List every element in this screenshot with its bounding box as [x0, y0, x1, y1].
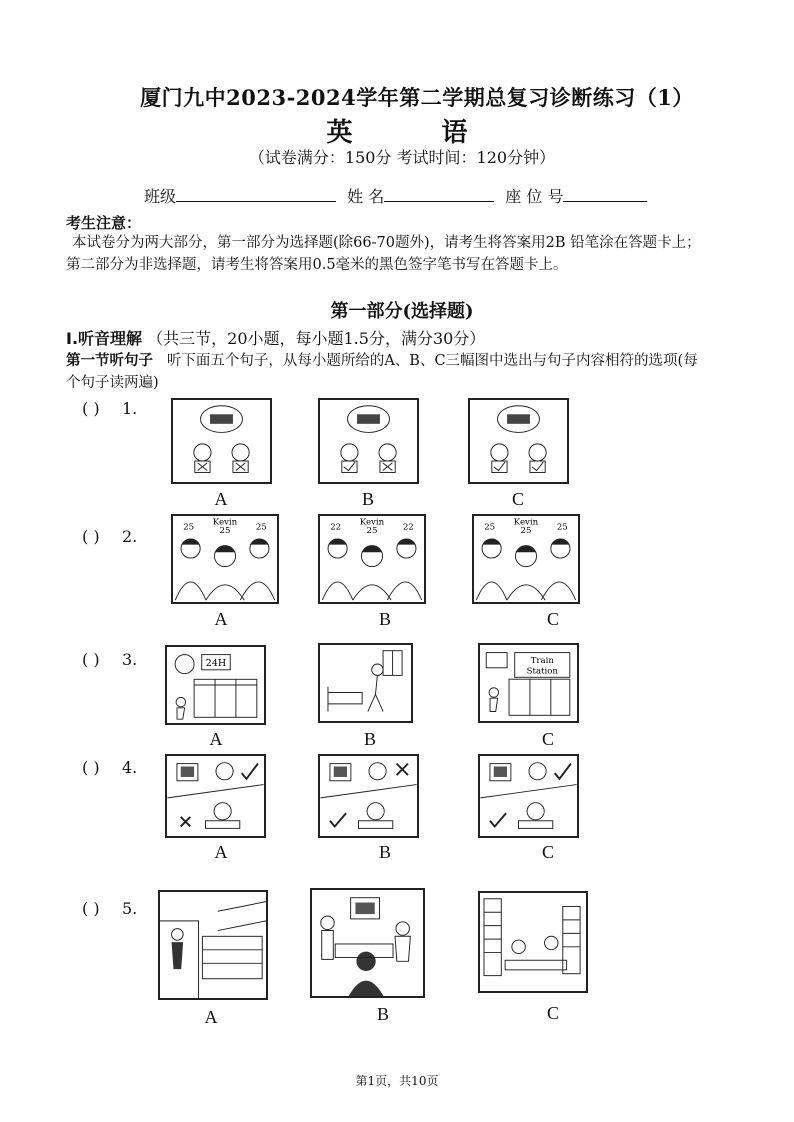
q3-option-c[interactable]: C	[541, 729, 554, 749]
q4-picture-c[interactable]	[478, 754, 579, 838]
q3-option-b[interactable]: B	[363, 729, 376, 749]
q2-picture-c[interactable]	[472, 514, 580, 604]
q1-picture-b[interactable]	[318, 398, 419, 484]
q2a-name: Kevin	[212, 517, 238, 528]
class-blank[interactable]	[176, 185, 336, 202]
q3-picture-b[interactable]	[318, 643, 413, 723]
q2c-name: Kevin	[513, 517, 539, 528]
question-number: 1.	[122, 399, 138, 418]
q4-option-c[interactable]: C	[541, 842, 554, 862]
q5-option-b[interactable]: B	[376, 1004, 389, 1024]
q5-option-a[interactable]: A	[204, 1007, 218, 1027]
question-label	[82, 527, 137, 546]
notice-title: 考生注意：	[66, 214, 142, 232]
question-label	[82, 899, 137, 918]
q2a-age-left: 25	[183, 522, 195, 533]
subject-title: 英 语	[326, 118, 508, 148]
part1-title: 第一部分(选择题)	[330, 301, 474, 322]
exam-meta: （试卷满分：150分 考试时间：120分钟）	[248, 148, 556, 167]
question-number: 5.	[122, 899, 138, 918]
subsection-heading: 第一节听句子	[66, 353, 153, 369]
question-label	[82, 650, 137, 669]
q4-picture-b[interactable]	[318, 754, 419, 838]
q3-picture-a[interactable]	[165, 645, 266, 725]
answer-paren[interactable]: ( )	[82, 399, 100, 418]
q1-option-b[interactable]: B	[361, 489, 374, 509]
notice-body: 本试卷分为两大部分，第一部分为选择题(除66-70题外)，请考生将答案用2B 铅笔涂在答题卡上；第二部分为非选择题，请考生将答案用0.5毫米的黑色签字笔书写在答题卡上。	[66, 235, 701, 273]
exam-title: 厦门九中2023-2024学年第二学期总复习诊断练习（1）	[140, 85, 694, 110]
q2-option-c[interactable]: C	[546, 609, 559, 629]
q1-picture-a[interactable]	[171, 398, 272, 484]
q4-option-b[interactable]: B	[378, 842, 391, 862]
question-number: 3.	[122, 650, 138, 669]
q3a-sign: 24H	[205, 658, 227, 669]
q2-option-b[interactable]: B	[378, 609, 391, 629]
q5-picture-b[interactable]	[310, 888, 425, 998]
subsection-line	[66, 350, 706, 394]
q2a-age-mid: 25	[219, 526, 231, 537]
q5-option-c[interactable]: C	[546, 1003, 559, 1023]
q2c-age-right: 25	[556, 522, 568, 533]
q1-option-c[interactable]: C	[511, 489, 524, 509]
q2b-age-right: 22	[402, 522, 414, 533]
q5-picture-a[interactable]	[158, 890, 268, 1000]
page-footer: 第1页，共10页	[355, 1074, 439, 1088]
section-desc: （共三节，20小题，每小题1.5分，满分30分）	[147, 329, 486, 348]
section-heading: I.听音理解	[66, 329, 143, 348]
question-label	[82, 758, 137, 777]
q1-picture-c[interactable]	[468, 398, 569, 484]
answer-paren[interactable]: ( )	[82, 899, 100, 918]
subsection-desc: 听下面五个句子，从每小题所给的A、B、C三幅图中选出与句子内容相符的选项(每个句子读两遍)	[66, 353, 698, 391]
q2-picture-b[interactable]	[318, 514, 426, 604]
q2b-age-left: 22	[330, 522, 342, 533]
question-number: 4.	[122, 758, 138, 777]
q2-option-a[interactable]: A	[214, 609, 228, 629]
class-label: 班级	[144, 187, 177, 206]
seat-label: 座 位 号	[505, 187, 564, 206]
q2-picture-a[interactable]	[171, 514, 279, 604]
answer-paren[interactable]: ( )	[82, 758, 100, 777]
q1-option-a[interactable]: A	[214, 489, 228, 509]
q2c-age-mid: 25	[520, 526, 532, 537]
q4-picture-a[interactable]	[165, 754, 266, 838]
question-number: 2.	[122, 527, 138, 546]
student-info-fields	[144, 184, 647, 207]
q3-option-a[interactable]: A	[209, 729, 223, 749]
q2b-name: Kevin	[359, 517, 385, 528]
q3-picture-c[interactable]	[478, 643, 579, 723]
q5-picture-c[interactable]	[478, 891, 588, 993]
question-label	[82, 399, 137, 418]
q2a-age-right: 25	[255, 522, 267, 533]
answer-paren[interactable]: ( )	[82, 527, 100, 546]
q3c-sign-2: Station	[526, 666, 558, 677]
q2b-age-mid: 25	[366, 526, 378, 537]
q2c-age-left: 25	[484, 522, 496, 533]
name-label: 姓 名	[347, 187, 385, 206]
q3c-sign-1: Train	[530, 656, 554, 667]
q4-option-a[interactable]: A	[214, 842, 228, 862]
section-heading-line	[66, 326, 485, 349]
seat-blank[interactable]	[563, 185, 647, 202]
name-blank[interactable]	[384, 185, 494, 202]
answer-paren[interactable]: ( )	[82, 650, 100, 669]
